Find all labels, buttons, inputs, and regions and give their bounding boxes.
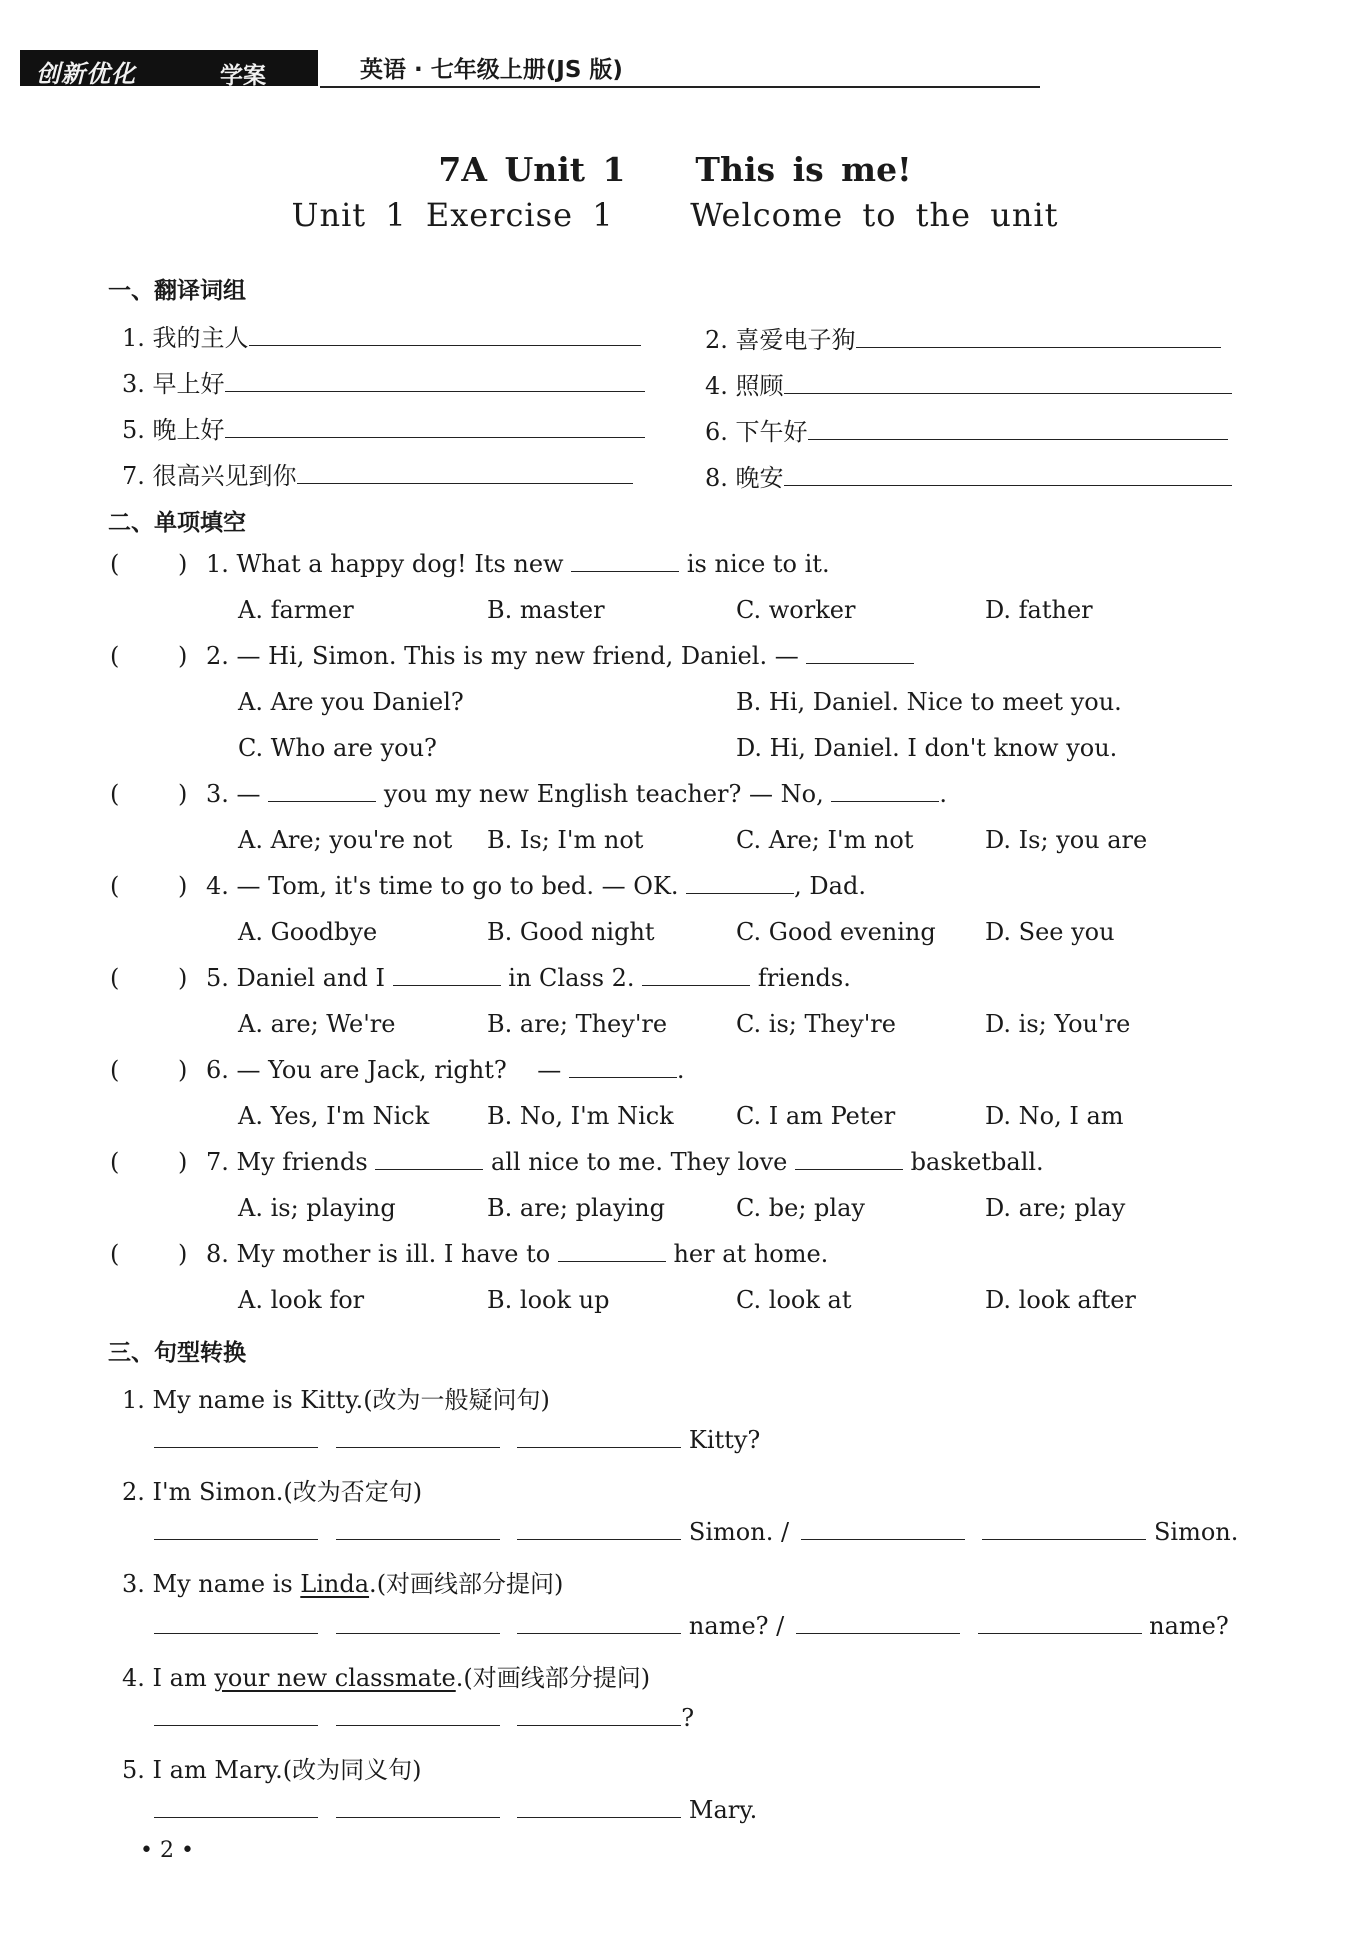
answer-blank[interactable] — [297, 463, 633, 484]
answer-blank[interactable] — [642, 965, 750, 986]
answer-line: ? — [154, 1704, 694, 1732]
option[interactable]: B. are; They're — [487, 1010, 668, 1038]
option[interactable]: B. look up — [487, 1286, 610, 1314]
header-rule — [320, 86, 1040, 88]
underlined-part: Linda — [300, 1570, 370, 1598]
answer-blank[interactable] — [571, 551, 679, 572]
option[interactable]: D. Is; you are — [985, 826, 1148, 854]
option[interactable]: B. Hi, Daniel. Nice to meet you. — [736, 688, 1122, 716]
header-subject: 英语 · 七年级上册(JS 版) — [360, 57, 623, 83]
answer-blank[interactable] — [375, 1149, 483, 1170]
transform-item-3: 3. My name is Linda.(对画线部分提问) — [122, 1570, 564, 1598]
question-3: 3. — you my new English teacher? — No, . — [206, 780, 948, 808]
option[interactable]: C. Good evening — [736, 918, 936, 946]
translate-item: 7. 很高兴见到你 — [122, 456, 633, 491]
question-1: 1. What a happy dog! Its new is nice to it. — [206, 550, 830, 578]
option[interactable]: D. father — [985, 596, 1093, 624]
answer-line: Simon. / Simon. — [154, 1518, 1238, 1546]
answer-paren-left: ( — [110, 1056, 120, 1084]
answer-paren-right: ) — [178, 780, 188, 808]
translate-item: 2. 喜爱电子狗 — [705, 320, 1221, 355]
answer-paren-left: ( — [110, 550, 120, 578]
option[interactable]: C. look at — [736, 1286, 852, 1314]
option[interactable]: D. is; You're — [985, 1010, 1131, 1038]
answer-blank[interactable] — [831, 781, 939, 802]
header-brand-bar — [20, 50, 318, 89]
option[interactable]: C. Are; I'm not — [736, 826, 914, 854]
answer-blank[interactable] — [517, 1613, 681, 1634]
answer-blank[interactable] — [336, 1797, 500, 1818]
answer-blank[interactable] — [517, 1797, 681, 1818]
translate-item: 4. 照顾 — [705, 366, 1232, 401]
option[interactable]: D. look after — [985, 1286, 1136, 1314]
answer-paren-right: ) — [178, 642, 188, 670]
answer-paren-right: ) — [178, 1148, 188, 1176]
answer-blank[interactable] — [795, 1149, 903, 1170]
translate-item: 8. 晚安 — [705, 458, 1232, 493]
option[interactable]: A. farmer — [238, 596, 354, 624]
answer-blank[interactable] — [796, 1613, 960, 1634]
answer-blank[interactable] — [154, 1797, 318, 1818]
brand-logo: 创新优化 — [36, 60, 136, 88]
option[interactable]: D. are; play — [985, 1194, 1126, 1222]
answer-blank[interactable] — [686, 873, 794, 894]
answer-blank[interactable] — [393, 965, 501, 986]
answer-blank[interactable] — [569, 1057, 677, 1078]
answer-blank[interactable] — [154, 1519, 318, 1540]
option[interactable]: A. Yes, I'm Nick — [238, 1102, 430, 1130]
question-8: 8. My mother is ill. I have to her at home. — [206, 1240, 829, 1268]
option[interactable]: C. worker — [736, 596, 856, 624]
option[interactable]: C. I am Peter — [736, 1102, 896, 1130]
option[interactable]: C. Who are you? — [238, 734, 437, 762]
transform-item-4: 4. I am your new classmate.(对画线部分提问) — [122, 1664, 651, 1692]
answer-paren-right: ) — [178, 872, 188, 900]
option[interactable]: B. are; playing — [487, 1194, 665, 1222]
answer-blank[interactable] — [154, 1427, 318, 1448]
option[interactable]: B. Good night — [487, 918, 655, 946]
page-title: 7A Unit 1 This is me! — [438, 150, 912, 189]
answer-blank[interactable] — [806, 643, 914, 664]
translate-item: 1. 我的主人 — [122, 318, 641, 353]
option[interactable]: B. master — [487, 596, 605, 624]
answer-blank[interactable] — [517, 1427, 681, 1448]
translate-item: 5. 晚上好 — [122, 410, 645, 445]
question-7: 7. My friends all nice to me. They love basketball. — [206, 1148, 1044, 1176]
transform-item-1: 1. My name is Kitty.(改为一般疑问句) — [122, 1386, 550, 1414]
answer-paren-left: ( — [110, 1148, 120, 1176]
question-2: 2. — Hi, Simon. This is my new friend, Daniel. — — [206, 642, 914, 670]
answer-paren-left: ( — [110, 642, 120, 670]
answer-paren-left: ( — [110, 780, 120, 808]
brand-suffix: 学案 — [220, 63, 266, 89]
question-4: 4. — Tom, it's time to go to bed. — OK. , Dad. — [206, 872, 866, 900]
page-number: • 2 • — [140, 1838, 194, 1863]
option[interactable]: D. See you — [985, 918, 1115, 946]
underlined-part: your new classmate — [214, 1664, 456, 1692]
answer-paren-right: ) — [178, 964, 188, 992]
answer-line: Mary. — [154, 1796, 757, 1824]
answer-blank[interactable] — [808, 419, 1228, 440]
option[interactable]: A. Are; you're not — [238, 826, 453, 854]
transform-item-5: 5. I am Mary.(改为同义句) — [122, 1756, 422, 1784]
answer-paren-left: ( — [110, 1240, 120, 1268]
page-subtitle: Unit 1 Exercise 1 Welcome to the unit — [291, 196, 1059, 234]
option[interactable]: A. is; playing — [238, 1194, 396, 1222]
translate-item: 6. 下午好 — [705, 412, 1228, 447]
answer-blank[interactable] — [801, 1519, 965, 1540]
question-6: 6. — You are Jack, right? — . — [206, 1056, 685, 1084]
option[interactable]: B. No, I'm Nick — [487, 1102, 674, 1130]
option[interactable]: C. be; play — [736, 1194, 865, 1222]
answer-blank[interactable] — [154, 1705, 318, 1726]
answer-blank[interactable] — [336, 1705, 500, 1726]
answer-paren-right: ) — [178, 1056, 188, 1084]
answer-blank[interactable] — [336, 1427, 500, 1448]
answer-blank[interactable] — [336, 1613, 500, 1634]
answer-blank[interactable] — [784, 465, 1232, 486]
answer-paren-right: ) — [178, 1240, 188, 1268]
answer-paren-left: ( — [110, 872, 120, 900]
answer-blank[interactable] — [268, 781, 376, 802]
answer-blank[interactable] — [517, 1519, 681, 1540]
question-5: 5. Daniel and I in Class 2. friends. — [206, 964, 851, 992]
option[interactable]: B. Is; I'm not — [487, 826, 644, 854]
answer-blank[interactable] — [517, 1705, 681, 1726]
answer-blank[interactable] — [225, 417, 645, 438]
answer-blank[interactable] — [154, 1613, 318, 1634]
answer-paren-left: ( — [110, 964, 120, 992]
option[interactable]: C. is; They're — [736, 1010, 896, 1038]
answer-blank[interactable] — [558, 1241, 666, 1262]
option[interactable]: A. Goodbye — [238, 918, 378, 946]
section1-heading: 一、翻译词组 — [108, 278, 246, 304]
option[interactable]: D. Hi, Daniel. I don't know you. — [736, 734, 1118, 762]
answer-blank[interactable] — [856, 327, 1221, 348]
option[interactable]: A. are; We're — [238, 1010, 396, 1038]
answer-blank[interactable] — [784, 373, 1232, 394]
answer-blank[interactable] — [225, 371, 645, 392]
answer-paren-right: ) — [178, 550, 188, 578]
answer-blank[interactable] — [978, 1613, 1142, 1634]
answer-blank[interactable] — [982, 1519, 1146, 1540]
section3-heading: 三、句型转换 — [108, 1340, 246, 1366]
answer-line: name? / name? — [154, 1612, 1229, 1640]
section2-heading: 二、单项填空 — [108, 510, 246, 536]
option[interactable]: A. Are you Daniel? — [238, 688, 464, 716]
answer-blank[interactable] — [336, 1519, 500, 1540]
answer-line: Kitty? — [154, 1426, 760, 1454]
option[interactable]: A. look for — [238, 1286, 365, 1314]
translate-item: 3. 早上好 — [122, 364, 645, 399]
transform-item-2: 2. I'm Simon.(改为否定句) — [122, 1478, 423, 1506]
answer-blank[interactable] — [249, 325, 641, 346]
option[interactable]: D. No, I am — [985, 1102, 1124, 1130]
